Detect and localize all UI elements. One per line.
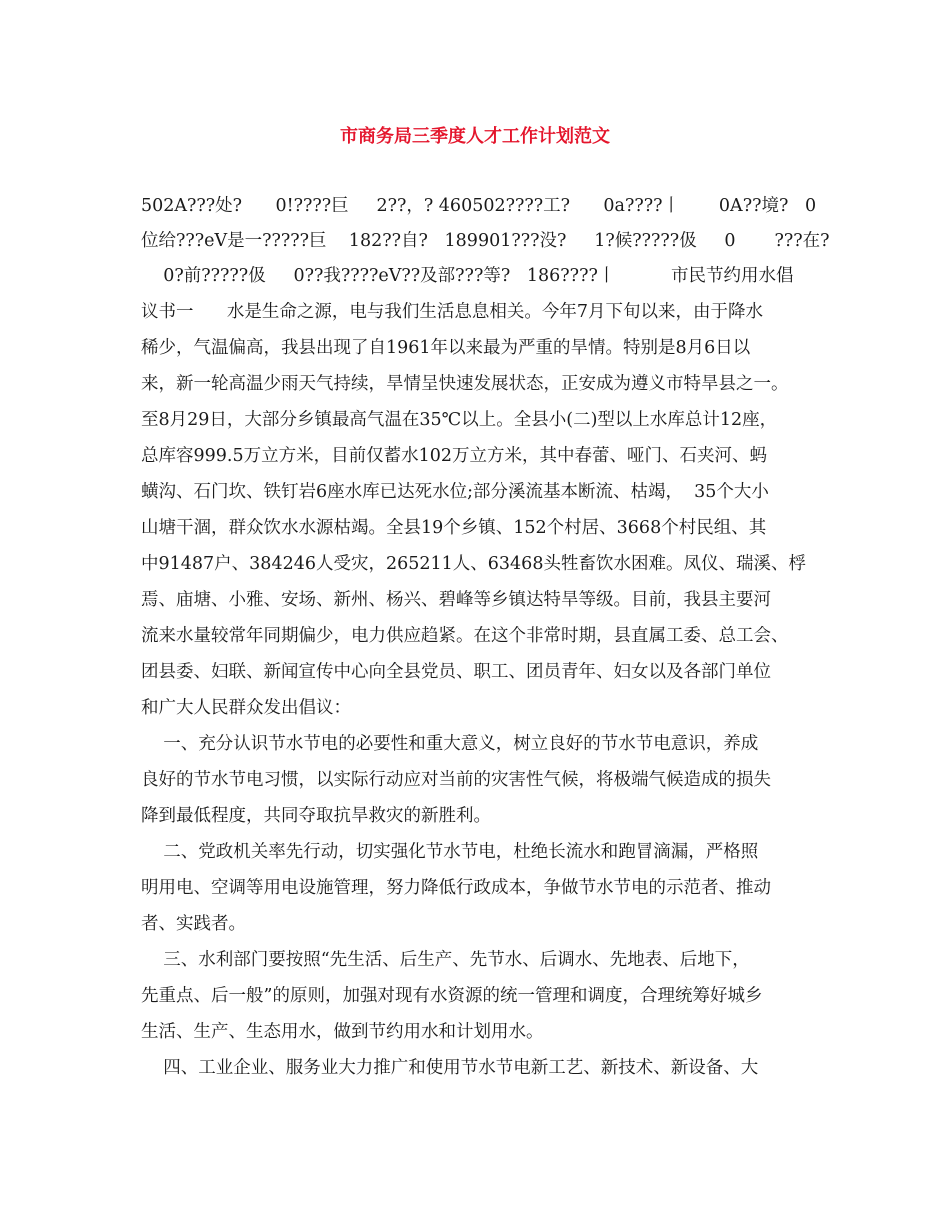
body-line: 山塘干涸，群众饮水水源枯竭。全县19个乡镇、152个村居、3668个村民组、其 xyxy=(141,518,767,538)
body-line: 焉、庙塘、小雅、安场、新州、杨兴、碧峰等乡镇达特旱等级。目前，我县主要河 xyxy=(141,590,771,610)
body-line: 来，新一轮高温少雨天气持续，旱情呈快速发展状态，正安成为遵义市特旱县之一。 xyxy=(141,374,789,394)
body-line: 总库容999.5万立方米，目前仅蓄水102万立方米，其中春蕾、哑门、石夹河、蚂 xyxy=(141,446,767,466)
body-line: 三、水利部门要按照“先生活、后生产、先节水、后调水、先地表、后地下， xyxy=(141,950,750,970)
body-line: 二、党政机关率先行动，切实强化节水节电，杜绝长流水和跑冒滴漏，严格照 xyxy=(141,842,759,862)
body-line: 一、充分认识节水节电的必要性和重大意义，树立良好的节水节电意识，养成 xyxy=(141,734,759,754)
body-line: 位给???eV是一?????巨 182??自? 189901???没? 1?候?????伋 0 ???在? xyxy=(141,231,830,251)
body-line: 者、实践者。 xyxy=(141,914,246,934)
body-line: 四、工业企业、服务业大力推广和使用节水节电新工艺、新技术、新设备、大 xyxy=(141,1058,759,1078)
body-line: 先重点、后一般”的原则，加强对现有水资源的统一管理和调度，合理统筹好城乡 xyxy=(141,986,763,1006)
body-line: 至8月29日，大部分乡镇最高气温在35℃以上。全县小(二)型以上水库总计12座， xyxy=(141,410,778,430)
body-line: 蟥沟、石门坎、铁钉岩6座水库已达死水位;部分溪流基本断流、枯竭， 35个大小 xyxy=(141,482,769,502)
body-line: 议书一 水是生命之源，电与我们生活息息相关。今年7月下旬以来，由于降水 xyxy=(141,302,764,322)
body-line: 明用电、空调等用电设施管理，努力降低行政成本，争做节水节电的示范者、推动 xyxy=(141,878,771,898)
body-line: 生活、生产、生态用水，做到节约用水和计划用水。 xyxy=(141,1022,544,1042)
body-line: 团县委、妇联、新闻宣传中心向全县党员、职工、团员青年、妇女以及各部门单位 xyxy=(141,662,771,682)
body-line: 良好的节水节电习惯，以实际行动应对当前的灾害性气候，将极端气候造成的损失 xyxy=(141,770,771,790)
body-line: 中91487户、384246人受灾，265211人、63468头牲畜饮水困难。凤仪、瑞溪、桴 xyxy=(141,554,806,574)
body-line: 降到最低程度，共同夺取抗旱救灾的新胜利。 xyxy=(141,806,491,826)
body-line: 和广大人民群众发出倡议： xyxy=(141,698,351,718)
body-line: 502A???处? 0!????巨 2??，? 460502????工? 0a????丨 0A??境? 0 xyxy=(141,196,817,216)
body-line: 流来水量较常年同期偏少，电力供应趋紧。在这个非常时期，县直属工委、总工会、 xyxy=(141,626,789,646)
body-line: 稀少，气温偏高，我县出现了自1961年以来最为严重的旱情。特别是8月6日以 xyxy=(141,338,751,358)
document-title: 市商务局三季度人才工作计划范文 xyxy=(340,126,610,147)
body-line: 0?前?????伋 0??我????eV??及部???等? 186????丨 市民节约用水倡 xyxy=(141,266,794,286)
